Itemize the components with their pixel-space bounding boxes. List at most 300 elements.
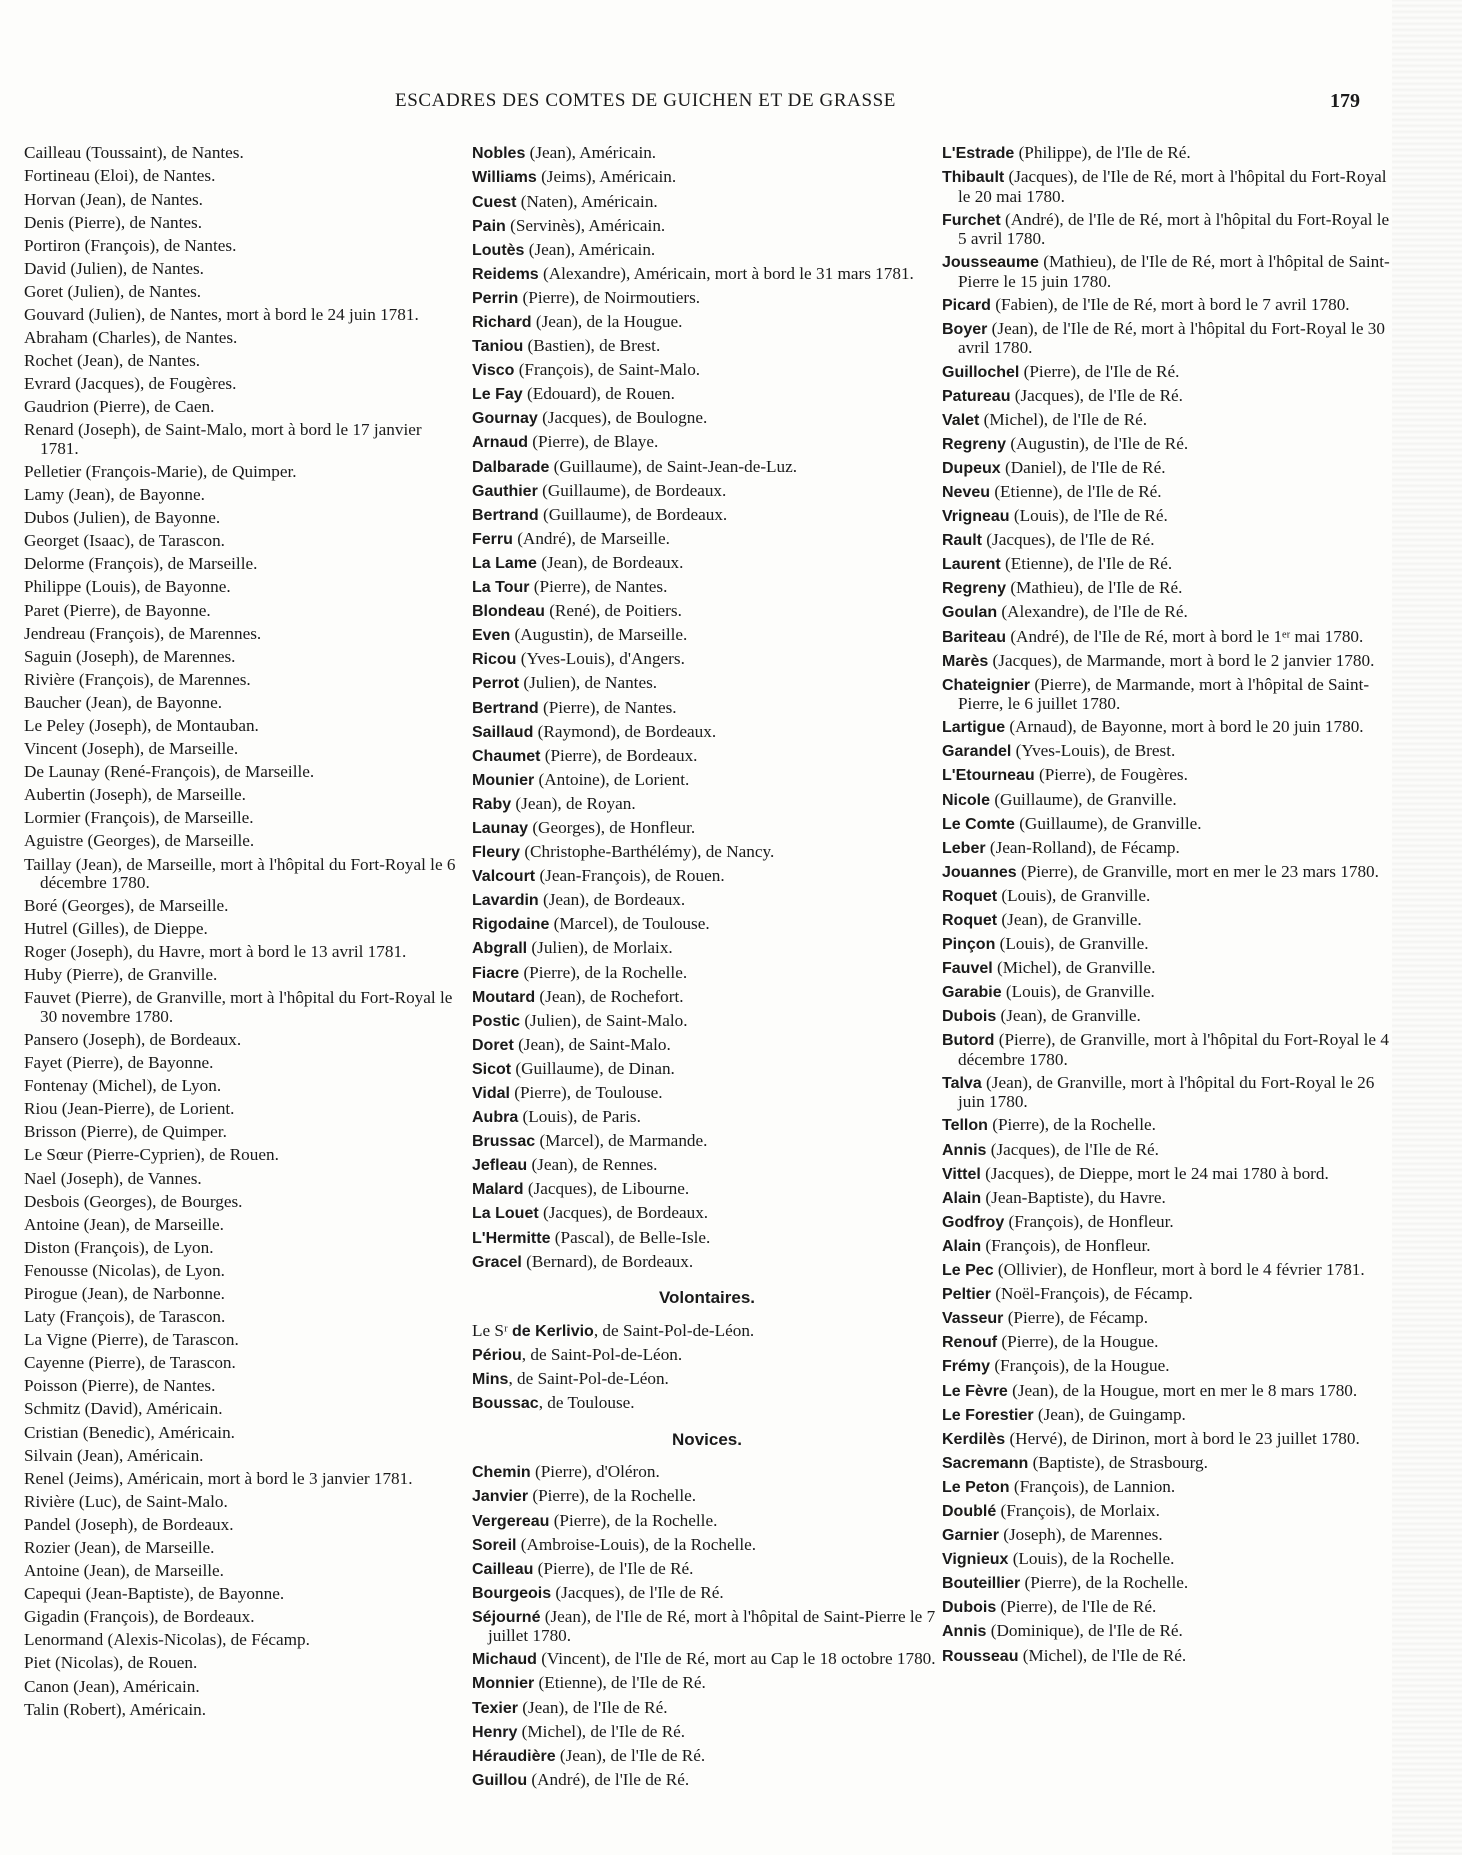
crew-entry [24, 1352, 456, 1375]
entry-details: (Julien), de Nantes. [519, 673, 658, 693]
crew-entry [24, 1514, 456, 1537]
crew-entry [472, 383, 942, 407]
entry-surname: Guillochel [942, 363, 1020, 381]
entry-surname: Vincent [24, 739, 78, 759]
crew-entry [942, 360, 1400, 384]
entry-details: (Pierre), de Bordeaux. [540, 745, 698, 765]
entry-surname: Boussac [472, 1395, 539, 1413]
entry-details: (Dominique), de l'Ile de Ré. [986, 1621, 1183, 1641]
entry-details: (Jean), de la Hougue, mort en mer le 8 mars 1780. [1007, 1380, 1358, 1400]
entry-details: (André), de Marseille. [512, 528, 670, 548]
entry-details: (Ollivier), de Honfleur, mort à bord le 4 février 1781. [993, 1260, 1365, 1280]
crew-entry [472, 1769, 942, 1793]
entry-details: (Louis), de Paris. [518, 1107, 641, 1127]
entry-surname: Doublé [942, 1502, 997, 1520]
entry-details: (Pierre), de Marmande, mort à l'hôpital de Saint-Pierre, le 6 juillet 1780. [958, 674, 1370, 714]
entry-details: (Pierre), de Fécamp. [1003, 1308, 1148, 1328]
entry-details: (Jacques), de Libourne. [523, 1179, 690, 1199]
crew-entry [942, 1548, 1400, 1572]
entry-details: (Pierre), de l'Ile de Ré. [1019, 361, 1180, 381]
entry-details: (François), de Marseille. [84, 554, 258, 574]
crew-entry [472, 1720, 942, 1744]
crew-entry [942, 601, 1400, 625]
crew-entry [24, 461, 456, 484]
entry-surname: Michaud [472, 1651, 537, 1669]
entry-surname: Kerdilès [942, 1430, 1006, 1448]
entry-surname: Marès [942, 652, 989, 670]
crew-entry [472, 359, 942, 383]
entry-surname: Lormier [24, 808, 81, 828]
entry-details: (François), de Marseille. [80, 808, 254, 828]
page-header [0, 90, 1462, 114]
crew-entry [24, 1260, 456, 1283]
entry-surname: Fortineau [24, 166, 90, 186]
entry-details: (Alexandre), Américain, mort à bord le 31 mars 1781. [538, 263, 914, 283]
section-title-novices: Novices. [672, 1429, 742, 1449]
entry-details: (Jean), de Marseille, mort à l'hôpital du Fort-Royal le 6 décembre 1780. [40, 854, 456, 892]
crew-entry [24, 853, 456, 895]
entry-details: (Joseph), de Marennes. [71, 646, 236, 666]
entry-details: (François), de Honfleur. [1004, 1211, 1174, 1231]
entry-surname: Le Fèvre [942, 1382, 1008, 1400]
entry-details: (Baptiste), de Strasbourg. [1028, 1452, 1208, 1472]
entry-details: (Pascal), de Belle-Isle. [550, 1227, 711, 1247]
entry-details: (Jean), de Rennes. [527, 1155, 658, 1175]
entry-surname: Roquet [942, 887, 998, 905]
entry-surname: Goulan [942, 604, 998, 622]
crew-entry [472, 1557, 942, 1581]
entry-details: (Ambroise-Louis), de la Rochelle. [516, 1534, 757, 1554]
entry-surname: Dubois [942, 1008, 997, 1026]
entry-details: (André), de l'Ile de Ré. [527, 1769, 690, 1789]
column-middle [472, 142, 942, 1793]
entry-surname: Gracel [472, 1253, 522, 1271]
crew-entry [24, 1421, 456, 1444]
crew-entry [24, 507, 456, 530]
crew-entry [472, 552, 942, 576]
entry-details: (Raymond), de Bordeaux. [533, 721, 717, 741]
entry-surname: Talva [942, 1074, 982, 1092]
crew-entry [942, 1283, 1400, 1307]
crew-entry [24, 165, 456, 188]
crew-entry [942, 432, 1400, 456]
entry-surname: Bertrand [472, 699, 539, 717]
entry-details: (Jean), de Saint-Malo. [513, 1034, 671, 1054]
crew-entry [942, 1138, 1400, 1162]
entry-surname: Launay [472, 819, 529, 837]
entry-details: (Pierre), de la Rochelle. [519, 962, 688, 982]
entry-details: (Mathieu), de l'Ile de Ré. [1006, 578, 1183, 598]
entry-details: (Pierre), de la Hougue. [997, 1332, 1159, 1352]
entry-surname: Cristian [24, 1422, 79, 1442]
entry-surname: Cailleau [472, 1560, 534, 1578]
crew-entry [942, 1235, 1400, 1259]
entry-details: (François), de Lyon. [69, 1237, 214, 1257]
entry-surname: L'Estrade [942, 145, 1015, 163]
entry-surname: Le Forestier [942, 1406, 1034, 1424]
entry-details: (Jean-François), de Rouen. [535, 866, 725, 886]
entry-details: (Georges), de Bourges. [79, 1191, 243, 1211]
crew-entry [24, 553, 456, 576]
entry-details: (Jean), Américain. [525, 143, 657, 163]
crew-entry [942, 649, 1400, 673]
crew-entry [24, 281, 456, 304]
entry-surname: Renouf [942, 1334, 998, 1352]
crew-entry [942, 1072, 1400, 1115]
entry-surname: Denis [24, 212, 65, 232]
entry-surname: Gigadin [24, 1607, 80, 1627]
entry-details: (François), de Marennes. [74, 669, 251, 689]
crew-entry [24, 1583, 456, 1606]
entry-details: (Jacques), de Marmande, mort à bord le 2 janvier 1780. [988, 650, 1375, 670]
entry-surname: Postic [472, 1012, 521, 1030]
entry-details: (Joseph), de Marseille. [85, 785, 246, 805]
running-title: ESCADRES DES COMTES DE GUICHEN ET DE GRASSE [395, 90, 897, 111]
crew-entry [24, 895, 456, 918]
entry-surname: Thibault [942, 169, 1005, 187]
crew-entry [942, 812, 1400, 836]
entry-details: (Georges), de Marseille. [57, 896, 229, 916]
crew-entry [472, 1130, 942, 1154]
entry-details: , de Toulouse. [538, 1393, 635, 1413]
entry-surname: Nicole [942, 791, 991, 809]
entry-surname: Portiron [24, 235, 81, 255]
entry-details: (Joseph), de Bordeaux. [78, 1029, 242, 1049]
crew-entry [472, 1344, 942, 1368]
entry-details: (François), de Bordeaux. [79, 1607, 255, 1627]
entry-details: (Noël-François), de Fécamp. [990, 1284, 1193, 1304]
entry-details: (Pierre), de la Rochelle. [987, 1115, 1156, 1135]
entry-details: (Georges), de Honfleur. [528, 817, 696, 837]
crew-entry [472, 648, 942, 672]
entry-surname: Richard [472, 314, 532, 331]
entry-surname: Jouannes [942, 863, 1017, 881]
entry-details: (Edouard), de Rouen. [522, 384, 675, 404]
entry-surname: La Vigne [24, 1330, 88, 1350]
entry-surname: Godfroy [942, 1213, 1005, 1231]
entry-surname: Laty [24, 1307, 56, 1327]
entry-details: , de Saint-Pol-de-Léon. [521, 1344, 683, 1364]
entry-surname: Poisson [24, 1376, 78, 1396]
entry-surname: Rault [942, 532, 982, 550]
entry-surname: Garnier [942, 1527, 999, 1545]
crew-entry [942, 457, 1400, 481]
crew-entry [472, 1082, 942, 1106]
entry-surname: Garabie [942, 984, 1002, 1002]
crew-entry [472, 142, 942, 166]
crew-entry [24, 327, 456, 350]
crew-entry [24, 211, 456, 234]
entry-details: (Jacques), de Boulogne. [537, 408, 708, 428]
crew-entry [472, 479, 942, 503]
crew-entry [472, 1461, 942, 1485]
entry-details: (Jean), de Marseille. [79, 1561, 224, 1581]
entry-details: (Pierre), de l'Ile de Ré. [533, 1558, 694, 1578]
crew-entry [472, 744, 942, 768]
entry-details: (Pierre), de la Rochelle. [549, 1510, 718, 1530]
entry-surname: Furchet [942, 211, 1001, 229]
entry-details: (Marcel), de Toulouse. [549, 914, 710, 934]
entry-details: (Daniel), de l'Ile de Ré. [1000, 457, 1166, 477]
entry-surname: Rozier [24, 1538, 70, 1557]
entry-details: (Arnaud), de Bayonne, mort à bord le 20 juin 1780. [1005, 717, 1364, 737]
entry-details: (Guillaume), de Dinan. [511, 1058, 675, 1078]
crew-entry [942, 836, 1400, 860]
crew-entry [24, 396, 456, 419]
entry-surname: De Launay [24, 762, 100, 782]
column-left [24, 142, 456, 1721]
crew-entry [24, 1629, 456, 1652]
entry-surname: Dalbarade [472, 458, 550, 476]
entry-surname: Rivière [24, 1491, 75, 1511]
entry-details: (Jacques), de Dieppe, mort le 24 mai 1780 à bord. [980, 1163, 1329, 1183]
entry-details: (Pierre), de Nantes. [77, 1376, 216, 1396]
crew-entry [472, 311, 942, 335]
crew-entry [24, 1675, 456, 1698]
crew-entry [472, 1392, 942, 1416]
entry-details: (Pierre), de la Rochelle. [528, 1486, 697, 1506]
crew-entry [942, 1572, 1400, 1596]
entry-surname: Brisson [24, 1122, 77, 1142]
entry-details: (Christophe-Barthélémy), de Nancy. [520, 842, 775, 862]
section-title-volontaires: Volontaires. [658, 1288, 756, 1308]
crew-entry [24, 622, 456, 645]
crew-entry [472, 600, 942, 624]
entry-details: , de Saint-Pol-de-Léon. [508, 1369, 669, 1389]
entry-surname: Le Pec [942, 1262, 994, 1280]
crew-entry [24, 304, 456, 327]
entry-details: (Georges), de Marseille. [83, 831, 255, 851]
crew-entry [472, 576, 942, 600]
crew-entry [24, 1537, 456, 1560]
crew-entry [942, 981, 1400, 1005]
crew-entry [472, 817, 942, 841]
novices-list [472, 1461, 942, 1793]
entry-surname: Pelletier [24, 461, 82, 481]
crew-entry [472, 214, 942, 238]
crew-entry [472, 1320, 942, 1344]
crew-entry [24, 142, 456, 165]
entry-surname: Chaumet [472, 747, 541, 765]
entry-details: (Joseph), de Saint-Malo, mort à bord le 17 janvier 1781. [40, 420, 422, 458]
entry-details: (Charles), de Nantes. [87, 328, 238, 348]
entry-details: (Jean), de Bayonne. [81, 692, 223, 712]
entry-details: (Bernard), de Bordeaux. [521, 1251, 694, 1271]
entry-details: (André), de l'Ile de Ré, mort à bord le 1ᵉʳ mai 1780. [1006, 626, 1364, 646]
entry-surname: Chemin [472, 1464, 531, 1482]
crew-entry [24, 1490, 456, 1513]
entry-details: (François), de Marennes. [85, 623, 262, 643]
entry-details: (Jeims), Américain. [536, 167, 677, 187]
entry-details: (Michel), de l'Ile de Ré. [1018, 1645, 1187, 1665]
crew-entry [24, 645, 456, 668]
entry-surname: Canon [24, 1676, 69, 1696]
crew-entry [942, 577, 1400, 601]
entry-surname: Butord [942, 1032, 995, 1050]
entry-details: (Jacques), de l'Ile de Ré. [986, 1139, 1159, 1159]
crew-entry [24, 188, 456, 211]
entry-surname: Riou [24, 1099, 58, 1119]
entry-details: (Jean), de Royan. [511, 793, 636, 813]
entry-surname: Aubra [472, 1109, 519, 1127]
entry-surname: Vittel [942, 1165, 981, 1183]
entry-surname: Sicot [472, 1060, 512, 1078]
entry-details: (Michel), de Lyon. [87, 1076, 222, 1096]
entry-surname: Piet [24, 1653, 51, 1673]
entry-surname: Horvan [24, 189, 76, 209]
entry-details: (Philippe), de l'Ile de Ré. [1014, 143, 1191, 163]
crew-entry [942, 1451, 1400, 1475]
entry-surname: Patureau [942, 387, 1011, 405]
entry-details: (Jean), de Nantes. [72, 351, 201, 371]
entry-surname: Hutrel [24, 919, 68, 939]
crew-entry [472, 1202, 942, 1226]
entry-surname: Séjourné [472, 1608, 541, 1626]
entry-surname: Bertrand [472, 506, 539, 524]
entry-surname: Fauvet [24, 988, 71, 1008]
crew-entry [942, 788, 1400, 812]
entry-details: (Jean-Rolland), de Fécamp. [985, 837, 1180, 857]
crew-entry [472, 335, 942, 359]
entry-surname: Ricou [472, 651, 517, 669]
entry-surname: Renel [24, 1468, 65, 1488]
crew-entry [942, 885, 1400, 909]
entry-surname: Bariteau [942, 628, 1007, 646]
entry-details: (Jacques), de l'Ile de Ré, mort à l'hôpital du Fort-Royal le 20 mai 1780. [958, 167, 1387, 206]
crew-entry [942, 764, 1400, 788]
entry-surname: Rigodaine [472, 916, 550, 934]
entry-details: (Pierre), de Noirmoutiers. [518, 287, 701, 307]
crew-entry [24, 987, 456, 1029]
entry-surname: Gaudrion [24, 397, 89, 417]
entry-details: (Pierre), de Bayonne. [59, 600, 211, 620]
entry-surname: Boré [24, 896, 58, 916]
entry-details: (Pierre), de la Rochelle. [1020, 1573, 1189, 1593]
entry-surname: Antoine [24, 1214, 80, 1234]
entry-details: (Toussaint), de Nantes. [81, 143, 244, 163]
crew-entry [24, 1190, 456, 1213]
entry-surname: Regreny [942, 435, 1007, 453]
entry-surname: Chateignier [942, 676, 1031, 694]
crew-entry [24, 350, 456, 373]
entry-surname: Fiacre [472, 964, 520, 982]
entry-details: (Louis), de Bayonne. [81, 577, 231, 597]
entry-surname: Saguin [24, 646, 72, 666]
crew-entry [472, 1178, 942, 1202]
entry-details: (Julien), de Bayonne. [68, 508, 221, 528]
crew-entry [24, 1075, 456, 1098]
entry-details: (Jean), de Marseille. [79, 1214, 224, 1234]
entry-details: (Jean-Baptiste), du Havre. [981, 1187, 1166, 1207]
crew-entry [24, 1444, 456, 1467]
entry-surname: Perrot [472, 675, 520, 693]
entry-surname: Soreil [472, 1536, 517, 1554]
entry-details: (Pierre), de Granville, mort à l'hôpital du Fort-Royal le 30 novembre 1780. [40, 988, 453, 1026]
entry-surname: Abraham [24, 328, 88, 348]
entry-surname: Laurent [942, 556, 1001, 574]
crew-entry [24, 530, 456, 553]
entry-surname: Evrard [24, 374, 71, 394]
entry-surname: Fenousse [24, 1260, 88, 1280]
entry-surname: Antoine [24, 1561, 80, 1581]
crew-entry [942, 553, 1400, 577]
entry-details: (Jeims), Américain, mort à bord le 3 janvier 1781. [64, 1468, 413, 1488]
crew-entry [24, 1213, 456, 1236]
entry-surname: Perrin [472, 289, 519, 307]
entry-details: (Jacques), de l'Ile de Ré. [1010, 385, 1183, 405]
entry-surname: Alain [942, 1237, 982, 1255]
entry-details: (Yves-Louis), d'Angers. [516, 649, 685, 669]
crew-entry [472, 431, 942, 455]
crew-entry [942, 318, 1400, 361]
entry-details: (Luc), de Saint-Malo. [74, 1491, 228, 1511]
entry-details: (Jean), de Granville. [997, 910, 1142, 929]
entry-details: (Nicolas), de Rouen. [50, 1653, 198, 1673]
entry-surname: Aguistre [24, 831, 84, 851]
entry-surname: Moutard [472, 988, 536, 1006]
entry-surname: Lamy [24, 485, 65, 505]
entry-surname: Cayenne [24, 1353, 85, 1373]
entry-details: (Jean), de l'Ile de Ré. [517, 1697, 668, 1717]
volontaires-list [472, 1320, 942, 1416]
entry-surname: Delorme [24, 554, 85, 574]
entry-details: (Michel), de Granville. [992, 958, 1156, 978]
entry-surname: Fleury [472, 844, 521, 862]
crew-entry [24, 599, 456, 622]
crew-entry [24, 1052, 456, 1075]
entry-surname: Brussac [472, 1133, 536, 1151]
crew-entry [942, 860, 1400, 884]
crew-entry [24, 1467, 456, 1490]
crew-entry [472, 696, 942, 720]
entry-details: (Yves-Louis), de Brest. [1011, 741, 1176, 761]
entry-details: (Guillaume), de Granville. [990, 789, 1177, 809]
crew-entry [472, 1581, 942, 1605]
entry-surname: Picard [942, 296, 991, 314]
entry-details: (Jean), de Bayonne. [64, 485, 205, 505]
crew-entry [942, 1114, 1400, 1138]
entry-surname: David [24, 258, 67, 278]
page-number: 179 [1330, 90, 1360, 112]
entry-surname: Vidal [472, 1085, 510, 1102]
crew-entry [24, 1144, 456, 1167]
entry-details: (Etienne), de l'Ile de Ré. [1000, 554, 1173, 574]
entry-surname: Visco [472, 362, 515, 380]
entry-surname: Tellon [942, 1117, 988, 1135]
entry-surname: Dubos [24, 508, 69, 528]
entry-details: (Joseph), de Marennes. [998, 1525, 1163, 1545]
crew-entry [472, 793, 942, 817]
crew-entry [472, 190, 942, 214]
crew-entry [24, 1306, 456, 1329]
entry-details: (Nicolas), de Lyon. [87, 1260, 225, 1280]
crew-entry [24, 807, 456, 830]
crew-entry [472, 841, 942, 865]
crew-entry [24, 373, 456, 396]
entry-details: (Pierre), de Granville, mort à l'hôpital du Fort-Royal le 4 décembre 1780. [958, 1030, 1389, 1069]
crew-entry [472, 1368, 942, 1392]
crew-entry [942, 1403, 1400, 1427]
entry-surname: Taniou [472, 338, 524, 356]
entry-details: (Jean), de Bordeaux. [538, 890, 686, 910]
entry-surname: Rousseau [942, 1647, 1019, 1665]
crew-entry [24, 738, 456, 761]
entry-surname: Rochet [24, 351, 73, 371]
entry-surname: Roquet [942, 912, 998, 929]
entry-surname: Pansero [24, 1029, 79, 1049]
entry-surname: Paret [24, 600, 60, 620]
crew-entry [24, 234, 456, 257]
